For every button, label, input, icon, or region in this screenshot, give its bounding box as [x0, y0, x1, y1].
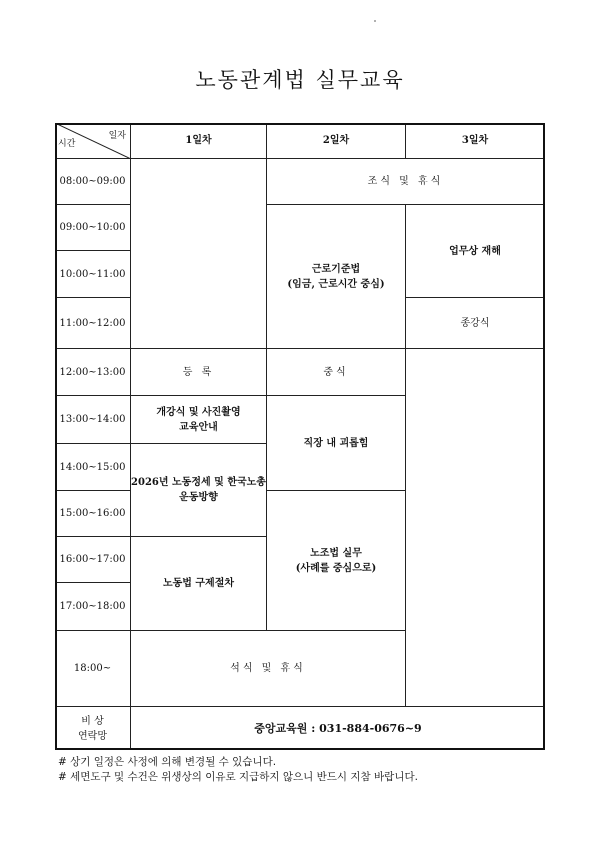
- time-cell: 16:00~17:00: [55, 537, 131, 583]
- corner-time-label: 시간: [58, 139, 76, 149]
- corner-date-label: 일자: [108, 131, 126, 141]
- day1-labor-remedy: 노동법 구제절차: [131, 537, 267, 631]
- day1-registration: 등 록: [131, 349, 267, 396]
- time-cell: 13:00~14:00: [55, 396, 131, 444]
- corner-cell: [55, 123, 131, 159]
- opening-title: 개강식 및 사진촬영: [156, 406, 241, 418]
- labor-trend-sub: 운동방향: [179, 492, 218, 503]
- day3-closing: 종강식: [406, 298, 545, 349]
- time-cell: 10:00~11:00: [55, 251, 131, 298]
- time-cell: 14:00~15:00: [55, 444, 131, 491]
- day2-labor-standards: [267, 205, 406, 349]
- emergency-contact: 중앙교육원 : 031-884-0676~9: [254, 722, 422, 735]
- dinner-cell: 석식 및 휴식: [131, 631, 406, 707]
- note-item: # 상기 일정은 사정에 의해 변경될 수 있습니다.: [58, 756, 277, 768]
- header-day1: 1일차: [131, 123, 267, 159]
- schedule-table: [55, 123, 545, 750]
- breakfast-cell: 조식 및 휴식: [267, 159, 545, 205]
- labor-standards-title: 근로기준법: [311, 263, 361, 275]
- time-cell: 11:00~12:00: [55, 298, 131, 349]
- note-item: # 세면도구 및 수건은 위생상의 이유로 지급하지 않으니 반드시 지참 바랍니다.: [58, 771, 418, 783]
- header-day3: 3일차: [406, 123, 545, 159]
- emergency-label-1: 비 상: [81, 715, 104, 727]
- notes: [58, 755, 418, 785]
- opening-sub: 교육안내: [179, 421, 218, 433]
- labor-trend-title: 2026년 노동정세 및 한국노총: [131, 477, 266, 488]
- day2-lunch: 중식: [267, 349, 406, 396]
- emergency-label: [55, 707, 131, 750]
- scan-speck: [374, 20, 376, 22]
- day2-harassment: 직장 내 괴롭힘: [267, 396, 406, 491]
- day1-opening: [131, 396, 267, 444]
- time-cell: 09:00~10:00: [55, 205, 131, 251]
- union-law-title: 노조법 실무: [310, 547, 362, 559]
- day3-industrial-accident: 업무상 재해: [406, 205, 545, 298]
- union-law-sub: (사례를 중심으로): [295, 562, 377, 574]
- day1-labor-trend: [131, 444, 267, 537]
- time-cell: 15:00~16:00: [55, 491, 131, 537]
- header-day2: 2일차: [267, 123, 406, 159]
- time-cell: 08:00~09:00: [55, 159, 131, 205]
- labor-standards-sub: (임금, 근로시간 중심): [287, 278, 385, 290]
- time-cell: 18:00~: [55, 631, 131, 707]
- day3-empty-afternoon: [406, 349, 545, 707]
- page-title: 노동관계법 실무교육: [195, 68, 405, 92]
- day2-union-law: [267, 491, 406, 631]
- day1-empty-morning: [131, 159, 267, 349]
- time-cell: 12:00~13:00: [55, 349, 131, 396]
- emergency-label-2: 연락망: [78, 730, 107, 742]
- time-cell: 17:00~18:00: [55, 583, 131, 631]
